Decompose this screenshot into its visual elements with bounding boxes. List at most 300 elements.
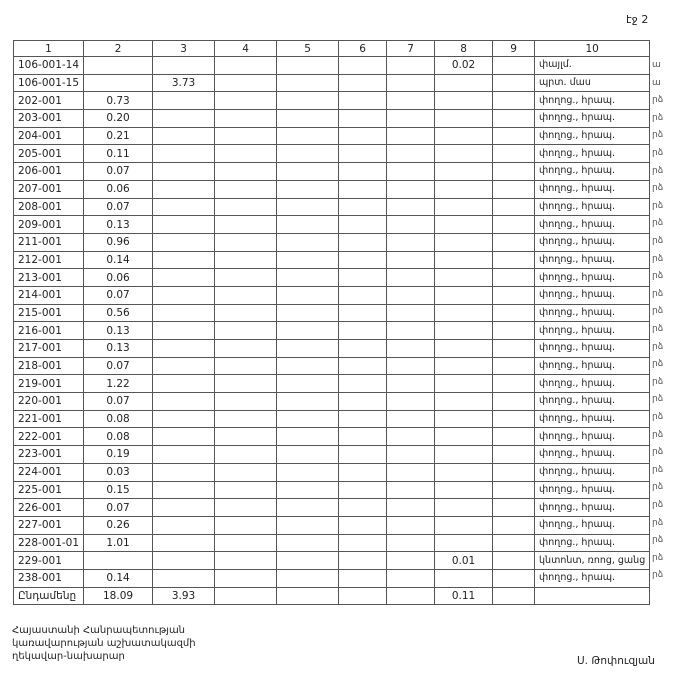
- value-col-3: [153, 110, 215, 128]
- table-row: [14, 499, 650, 517]
- empty-cell: [387, 286, 435, 304]
- parcel-code: 203-001: [14, 110, 84, 128]
- empty-cell: [215, 357, 277, 375]
- empty-cell: [339, 145, 387, 163]
- column-header: 7: [387, 41, 435, 57]
- empty-cell: [277, 410, 339, 428]
- empty-cell: [387, 587, 435, 605]
- value-col-8: 0.02: [435, 57, 493, 75]
- empty-cell: [215, 410, 277, 428]
- empty-cell: [493, 304, 535, 322]
- parcel-code: 205-001: [14, 145, 84, 163]
- empty-cell: [339, 269, 387, 287]
- empty-cell: [493, 410, 535, 428]
- empty-cell: [493, 286, 535, 304]
- empty-cell: [493, 145, 535, 163]
- empty-cell: [215, 552, 277, 570]
- empty-cell: [387, 393, 435, 411]
- value-col-3: [153, 569, 215, 587]
- margin-mark: րձ: [652, 324, 664, 334]
- empty-cell: [493, 322, 535, 340]
- empty-cell: [277, 340, 339, 358]
- table-row: [14, 534, 650, 552]
- total-col-8: 0.11: [435, 587, 493, 605]
- value-col-8: [435, 269, 493, 287]
- empty-cell: [493, 428, 535, 446]
- value-col-3: [153, 269, 215, 287]
- empty-cell: [339, 110, 387, 128]
- parcel-code: 202-001: [14, 92, 84, 110]
- value-col-8: [435, 304, 493, 322]
- usage-note: փողոց., հրապ.: [535, 286, 650, 304]
- empty-cell: [339, 357, 387, 375]
- empty-cell: [387, 251, 435, 269]
- empty-cell: [493, 251, 535, 269]
- value-col-8: [435, 340, 493, 358]
- parcel-code: 228-001-01: [14, 534, 84, 552]
- table-row: [14, 233, 650, 251]
- parcel-code: 217-001: [14, 340, 84, 358]
- empty-cell: [277, 552, 339, 570]
- empty-cell: [339, 127, 387, 145]
- empty-cell: [277, 110, 339, 128]
- empty-cell: [387, 74, 435, 92]
- empty-cell: [387, 516, 435, 534]
- value-col-3: [153, 499, 215, 517]
- margin-mark: րձ: [652, 482, 664, 493]
- value-col-3: [153, 340, 215, 358]
- footer-line-2: կառավարության աշխատակազմի: [12, 638, 196, 649]
- value-col-3: [153, 57, 215, 75]
- usage-note: փողոց., հրապ.: [535, 375, 650, 393]
- empty-cell: [493, 534, 535, 552]
- empty-cell: [339, 463, 387, 481]
- total-col-2: 18.09: [84, 587, 153, 605]
- margin-mark: րձ: [652, 359, 664, 370]
- margin-mark: րձ: [652, 218, 664, 229]
- parcel-code: 219-001: [14, 375, 84, 393]
- value-col-8: [435, 375, 493, 393]
- usage-note: փողոց., հրապ.: [535, 110, 650, 128]
- margin-mark: րձ: [652, 517, 664, 528]
- margin-mark: րձ: [652, 165, 664, 176]
- empty-cell: [387, 569, 435, 587]
- empty-cell: [387, 481, 435, 499]
- empty-cell: [339, 375, 387, 393]
- column-header: 9: [493, 41, 535, 57]
- empty-cell: [215, 587, 277, 605]
- empty-cell: [339, 92, 387, 110]
- table-body: [14, 57, 650, 605]
- value-col-2: 0.20: [84, 110, 153, 128]
- value-col-2: [84, 57, 153, 75]
- parcel-code: 213-001: [14, 269, 84, 287]
- empty-cell: [493, 57, 535, 75]
- usage-note: փայլմ.: [535, 57, 650, 75]
- column-header: 3: [153, 41, 215, 57]
- empty-cell: [339, 446, 387, 464]
- value-col-2: 0.13: [84, 216, 153, 234]
- empty-cell: [215, 57, 277, 75]
- value-col-8: [435, 534, 493, 552]
- empty-cell: [387, 233, 435, 251]
- parcel-code: 218-001: [14, 357, 84, 375]
- margin-mark: ա: [652, 77, 661, 88]
- page-number: էջ 2: [626, 13, 649, 26]
- parcel-code: 208-001: [14, 198, 84, 216]
- empty-cell: [493, 233, 535, 251]
- value-col-8: [435, 516, 493, 534]
- value-col-3: [153, 145, 215, 163]
- empty-cell: [339, 216, 387, 234]
- value-col-3: [153, 393, 215, 411]
- empty-cell: [215, 393, 277, 411]
- empty-cell: [339, 552, 387, 570]
- empty-cell: [277, 269, 339, 287]
- margin-mark: րձ: [652, 535, 664, 546]
- parcel-code: 229-001: [14, 552, 84, 570]
- value-col-2: 0.07: [84, 499, 153, 517]
- value-col-2: 0.21: [84, 127, 153, 145]
- empty-cell: [339, 393, 387, 411]
- empty-cell: [277, 57, 339, 75]
- value-col-2: 0.07: [84, 357, 153, 375]
- empty-cell: [277, 534, 339, 552]
- usage-note: փողոց., հրապ.: [535, 499, 650, 517]
- empty-cell: [387, 552, 435, 570]
- empty-cell: [535, 587, 650, 605]
- parcel-code: 223-001: [14, 446, 84, 464]
- empty-cell: [277, 286, 339, 304]
- empty-cell: [339, 322, 387, 340]
- empty-cell: [277, 587, 339, 605]
- value-col-2: 0.14: [84, 251, 153, 269]
- empty-cell: [387, 428, 435, 446]
- column-header: 6: [339, 41, 387, 57]
- table-row: [14, 74, 650, 92]
- table-row: [14, 163, 650, 181]
- margin-mark: րձ: [652, 306, 664, 317]
- empty-cell: [493, 393, 535, 411]
- empty-cell: [339, 180, 387, 198]
- usage-note: փողոց., հրապ.: [535, 127, 650, 145]
- column-header: 8: [435, 41, 493, 57]
- value-col-8: [435, 446, 493, 464]
- empty-cell: [277, 163, 339, 181]
- parcel-code: 224-001: [14, 463, 84, 481]
- empty-cell: [387, 463, 435, 481]
- empty-cell: [387, 499, 435, 517]
- empty-cell: [387, 269, 435, 287]
- table-row: [14, 251, 650, 269]
- value-col-3: [153, 552, 215, 570]
- empty-cell: [215, 251, 277, 269]
- margin-mark: րձ: [652, 112, 664, 123]
- value-col-3: [153, 304, 215, 322]
- value-col-2: 0.96: [84, 233, 153, 251]
- value-col-2: 0.07: [84, 393, 153, 411]
- empty-cell: [387, 163, 435, 181]
- empty-cell: [277, 428, 339, 446]
- table-row: [14, 463, 650, 481]
- empty-cell: [215, 180, 277, 198]
- empty-cell: [387, 357, 435, 375]
- empty-cell: [277, 357, 339, 375]
- value-col-8: [435, 569, 493, 587]
- empty-cell: [277, 251, 339, 269]
- parcel-code: 220-001: [14, 393, 84, 411]
- value-col-3: [153, 198, 215, 216]
- value-col-8: [435, 145, 493, 163]
- table-row: [14, 516, 650, 534]
- empty-cell: [277, 198, 339, 216]
- column-header: 5: [277, 41, 339, 57]
- parcel-code: 106-001-15: [14, 74, 84, 92]
- table-row: [14, 552, 650, 570]
- usage-note: փողոց., հրապ.: [535, 446, 650, 464]
- table-row: [14, 569, 650, 587]
- value-col-8: [435, 322, 493, 340]
- empty-cell: [215, 145, 277, 163]
- empty-cell: [387, 198, 435, 216]
- table-row: [14, 145, 650, 163]
- empty-cell: [493, 127, 535, 145]
- value-col-3: [153, 127, 215, 145]
- empty-cell: [493, 163, 535, 181]
- usage-note: փողոց., հրապ.: [535, 163, 650, 181]
- empty-cell: [339, 304, 387, 322]
- value-col-2: 0.06: [84, 269, 153, 287]
- value-col-2: 0.26: [84, 516, 153, 534]
- total-col-3: 3.93: [153, 587, 215, 605]
- parcel-code: 226-001: [14, 499, 84, 517]
- value-col-2: 0.73: [84, 92, 153, 110]
- value-col-2: 0.08: [84, 428, 153, 446]
- margin-mark: րձ: [652, 200, 664, 211]
- usage-note: փողոց., հրապ.: [535, 251, 650, 269]
- table-row: [14, 357, 650, 375]
- empty-cell: [277, 516, 339, 534]
- empty-cell: [387, 180, 435, 198]
- usage-note: փողոց., հրապ.: [535, 481, 650, 499]
- margin-mark: րձ: [652, 552, 664, 563]
- value-col-8: [435, 410, 493, 428]
- value-col-8: [435, 163, 493, 181]
- value-col-8: [435, 198, 493, 216]
- value-col-3: [153, 216, 215, 234]
- value-col-2: 0.07: [84, 286, 153, 304]
- empty-cell: [387, 340, 435, 358]
- value-col-8: [435, 428, 493, 446]
- empty-cell: [493, 180, 535, 198]
- margin-mark: րձ: [652, 412, 664, 422]
- usage-note: փողոց., հրապ.: [535, 428, 650, 446]
- empty-cell: [277, 233, 339, 251]
- empty-cell: [215, 463, 277, 481]
- margin-mark: րձ: [652, 429, 664, 440]
- empty-cell: [215, 216, 277, 234]
- value-col-3: [153, 286, 215, 304]
- margin-mark: րձ: [652, 288, 664, 299]
- empty-cell: [339, 198, 387, 216]
- usage-note: փողոց., հրապ.: [535, 198, 650, 216]
- empty-cell: [493, 340, 535, 358]
- empty-cell: [387, 304, 435, 322]
- empty-cell: [493, 587, 535, 605]
- total-row: [14, 587, 650, 605]
- value-col-8: [435, 74, 493, 92]
- usage-note: փողոց., հրապ.: [535, 463, 650, 481]
- total-label: Ընդամենը: [14, 587, 84, 605]
- margin-mark: ա: [652, 60, 661, 70]
- empty-cell: [387, 410, 435, 428]
- usage-note: փողոց., հրապ.: [535, 233, 650, 251]
- column-header: 10: [535, 41, 650, 57]
- empty-cell: [493, 481, 535, 499]
- margin-mark: րձ: [652, 570, 664, 581]
- parcel-code: 238-001: [14, 569, 84, 587]
- signature: Ս. Թոփուզյան: [577, 655, 655, 667]
- empty-cell: [215, 516, 277, 534]
- empty-cell: [215, 340, 277, 358]
- table-row: [14, 375, 650, 393]
- margin-mark: րձ: [652, 376, 664, 387]
- value-col-2: 0.11: [84, 145, 153, 163]
- value-col-3: [153, 163, 215, 181]
- empty-cell: [277, 92, 339, 110]
- empty-cell: [339, 428, 387, 446]
- margin-mark: րձ: [652, 95, 664, 106]
- table-row: [14, 428, 650, 446]
- parcel-code: 209-001: [14, 216, 84, 234]
- parcel-code: 222-001: [14, 428, 84, 446]
- margin-mark: րձ: [652, 464, 664, 475]
- empty-cell: [387, 216, 435, 234]
- value-col-2: 0.06: [84, 180, 153, 198]
- value-col-2: 0.56: [84, 304, 153, 322]
- empty-cell: [277, 569, 339, 587]
- value-col-3: [153, 233, 215, 251]
- land-table: [13, 40, 650, 605]
- usage-note: փողոց., հրապ.: [535, 340, 650, 358]
- table-row: [14, 198, 650, 216]
- parcel-code: 227-001: [14, 516, 84, 534]
- value-col-8: [435, 481, 493, 499]
- usage-note: փողոց., հրապ.: [535, 145, 650, 163]
- column-header: 2: [84, 41, 153, 57]
- value-col-8: [435, 499, 493, 517]
- usage-note: փողոց., հրապ.: [535, 393, 650, 411]
- value-col-3: [153, 357, 215, 375]
- parcel-code: 221-001: [14, 410, 84, 428]
- empty-cell: [277, 216, 339, 234]
- column-header: 4: [215, 41, 277, 57]
- value-col-2: 0.15: [84, 481, 153, 499]
- parcel-code: 216-001: [14, 322, 84, 340]
- empty-cell: [215, 92, 277, 110]
- usage-note: փողոց., հրապ.: [535, 534, 650, 552]
- parcel-code: 211-001: [14, 233, 84, 251]
- empty-cell: [277, 481, 339, 499]
- value-col-2: 0.08: [84, 410, 153, 428]
- value-col-8: [435, 127, 493, 145]
- table-row: [14, 340, 650, 358]
- empty-cell: [387, 375, 435, 393]
- empty-cell: [387, 322, 435, 340]
- value-col-8: [435, 180, 493, 198]
- empty-cell: [277, 74, 339, 92]
- table-row: [14, 127, 650, 145]
- empty-cell: [215, 569, 277, 587]
- value-col-3: [153, 251, 215, 269]
- usage-note: պրտ. մաս: [535, 74, 650, 92]
- usage-note: փողոց., հրապ.: [535, 269, 650, 287]
- usage-note: փողոց., հրապ.: [535, 569, 650, 587]
- table-row: [14, 410, 650, 428]
- column-header: 1: [14, 41, 84, 57]
- value-col-3: [153, 375, 215, 393]
- empty-cell: [387, 145, 435, 163]
- margin-mark: րձ: [652, 148, 664, 158]
- value-col-8: [435, 286, 493, 304]
- empty-cell: [339, 340, 387, 358]
- value-col-3: [153, 92, 215, 110]
- value-col-3: [153, 322, 215, 340]
- empty-cell: [339, 587, 387, 605]
- table-row: [14, 481, 650, 499]
- empty-cell: [215, 127, 277, 145]
- value-col-2: 1.22: [84, 375, 153, 393]
- usage-note: փողոց., հրապ.: [535, 410, 650, 428]
- empty-cell: [339, 286, 387, 304]
- empty-cell: [215, 286, 277, 304]
- footer-line-1: Հայաստանի Հանրապետության: [12, 625, 186, 636]
- empty-cell: [387, 92, 435, 110]
- margin-mark: րձ: [652, 130, 664, 141]
- value-col-3: [153, 428, 215, 446]
- parcel-code: 215-001: [14, 304, 84, 322]
- table-row: [14, 110, 650, 128]
- empty-cell: [493, 216, 535, 234]
- usage-note: փողոց., հրապ.: [535, 322, 650, 340]
- empty-cell: [215, 233, 277, 251]
- empty-cell: [339, 481, 387, 499]
- empty-cell: [387, 446, 435, 464]
- usage-note: փողոց., հրապ.: [535, 92, 650, 110]
- table-row: [14, 393, 650, 411]
- empty-cell: [215, 428, 277, 446]
- margin-mark: րձ: [652, 500, 664, 510]
- empty-cell: [277, 145, 339, 163]
- table-row: [14, 322, 650, 340]
- value-col-2: [84, 74, 153, 92]
- empty-cell: [387, 127, 435, 145]
- value-col-3: [153, 516, 215, 534]
- value-col-3: [153, 180, 215, 198]
- value-col-3: [153, 534, 215, 552]
- empty-cell: [493, 499, 535, 517]
- empty-cell: [215, 481, 277, 499]
- value-col-8: [435, 357, 493, 375]
- empty-cell: [215, 304, 277, 322]
- usage-note: փողոց., հրապ.: [535, 216, 650, 234]
- value-col-2: 0.07: [84, 163, 153, 181]
- empty-cell: [277, 322, 339, 340]
- value-col-8: [435, 393, 493, 411]
- header-row: [14, 41, 650, 57]
- empty-cell: [215, 269, 277, 287]
- footer-line-3: ղեկավար-նախարար: [12, 651, 125, 662]
